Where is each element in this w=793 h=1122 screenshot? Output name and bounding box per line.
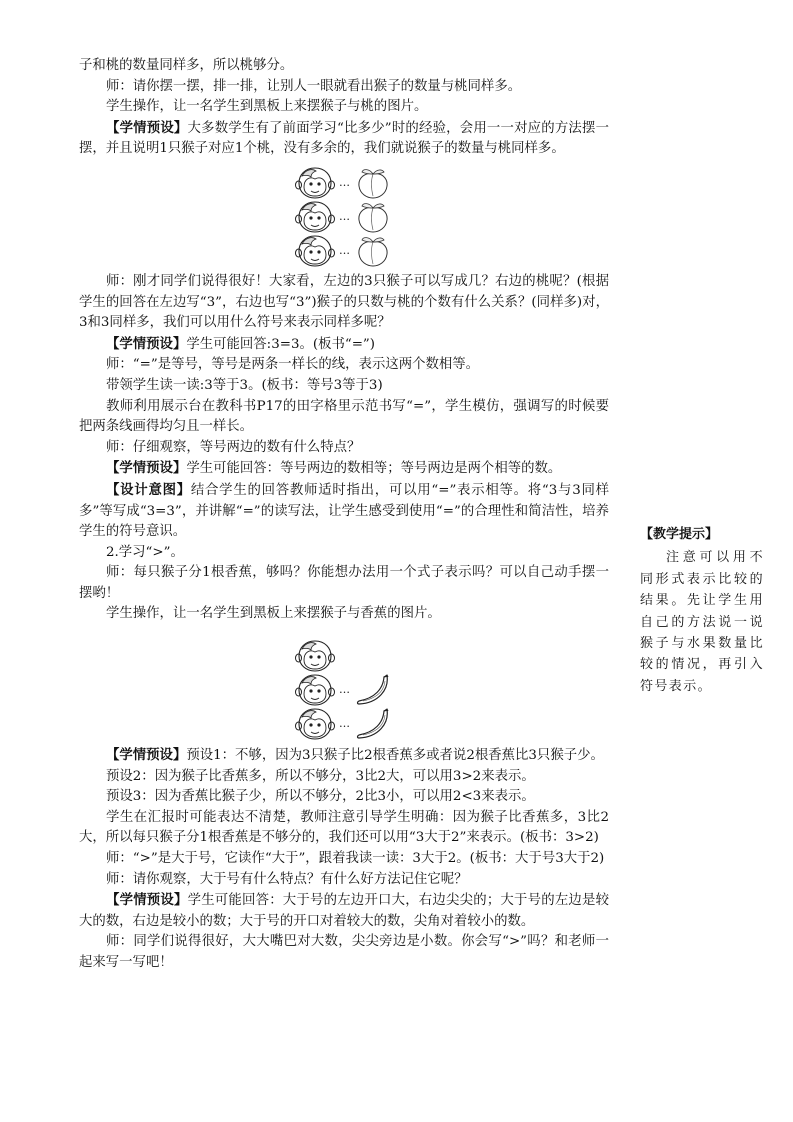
paragraph-text: 师：请你观察，大于号有什么特点？有什么好方法记住它呢？ bbox=[106, 871, 468, 887]
sidebar-title: 【教学提示】 bbox=[640, 527, 719, 542]
paragraph-text: 学生操作，让一名学生到黑板上来摆猴子与桃的图片。 bbox=[106, 99, 428, 115]
paragraph-text: 学生在汇报时可能表达不清楚，教师注意引导学生明确：因为猴子比香蕉多，3比2大，所以每只猴子分1根香蕉是不够分的，我们还可以用“3大于2”来表示。(板书：3>2) bbox=[79, 809, 609, 846]
section-tag: 【学情预设】 bbox=[106, 335, 187, 352]
section-tag: 【学情预设】 bbox=[106, 119, 188, 136]
paragraph bbox=[79, 77, 609, 98]
figure-row bbox=[294, 166, 394, 200]
paragraph bbox=[79, 56, 609, 77]
paragraph-text: 师：仔细观察，等号两边的数有什么特点？ bbox=[106, 439, 361, 455]
paragraph bbox=[79, 438, 609, 459]
banana-icon bbox=[352, 673, 394, 707]
section-tag: 【学情预设】 bbox=[106, 892, 188, 909]
paragraph-text: 师：刚才同学们说得很好！大家看，左边的3只猴子可以写成几？右边的桃呢？(根据学生的回答在左边写“3”，右边也写“3”)猴子的只数与桃的个数有什么关系？(同样多)对，3和3同样多，我们可以用什么符号来表示同样多呢？ bbox=[79, 273, 609, 331]
figure-row bbox=[294, 707, 394, 741]
peach-icon bbox=[352, 234, 394, 268]
paragraph-text: 师：“>”是大于号，它读作“大于”，跟着我读一读：3大于2。(板书：大于号3大于2) bbox=[106, 851, 605, 867]
paragraph bbox=[79, 745, 609, 767]
paragraph-text: 学生可能回答：等号两边的数相等；等号两边是两个相等的数。 bbox=[186, 461, 562, 477]
paragraph-text: 学生可能回答：大于号的左边开口大，右边尖尖的；大于号的左边是较大的数，右边是较小的数；大于号的开口对着较大的数，尖角对着较小的数。 bbox=[79, 893, 610, 929]
paragraph bbox=[79, 890, 609, 932]
paragraph-text: 2.学习“>”。 bbox=[106, 544, 184, 560]
paragraph-text: 师：请你摆一摆，排一排，让别人一眼就看出猴子的数量与桃同样多。 bbox=[106, 78, 522, 94]
paragraph bbox=[79, 563, 609, 604]
paragraph bbox=[79, 808, 609, 849]
paragraph bbox=[79, 97, 609, 118]
paragraph-text: 子和桃的数量同样多，所以桃够分。 bbox=[79, 58, 294, 73]
paragraph bbox=[79, 397, 609, 438]
paragraph bbox=[79, 604, 609, 625]
monkey-icon bbox=[294, 200, 336, 234]
connector-dots: … bbox=[339, 209, 349, 223]
paragraph-text: 预设1：不够，因为3只猴子比2根香蕉多或者说2根香蕉比3只猴子少。 bbox=[186, 748, 604, 764]
figure-row bbox=[294, 639, 394, 673]
monkey-icon bbox=[294, 234, 336, 268]
banana-icon bbox=[352, 707, 394, 741]
paragraph bbox=[79, 849, 609, 870]
paragraph bbox=[79, 376, 609, 397]
teaching-tip-sidebar bbox=[640, 524, 764, 697]
paragraph-text: 大多数学生有了前面学习“比多少”时的经验，会用一一对应的方法摆一摆，并且说明1只猴子对应1个桃，没有多余的，我们就说猴子的数量与桃同样多。 bbox=[79, 120, 610, 157]
paragraph-group-c bbox=[79, 745, 609, 974]
connector-dots: … bbox=[339, 243, 349, 257]
paragraph-text: 教师利用展示台在教科书P17的田字格里示范书写“=”，学生模仿，强调写的时候要把两条线画得均匀且一样长。 bbox=[79, 398, 609, 435]
paragraph-text: 师：同学们说得很好，大大嘴巴对大数，尖尖旁边是小数。你会写“>”吗？和老师一起来写一写吧！ bbox=[79, 934, 609, 970]
connector-dots: … bbox=[339, 682, 349, 696]
paragraph-group-a bbox=[79, 56, 609, 160]
paragraph bbox=[79, 334, 609, 356]
paragraph bbox=[79, 458, 609, 480]
section-tag: 【学情预设】 bbox=[106, 460, 187, 477]
monkey-icon bbox=[294, 707, 336, 741]
section-tag: 【设计意图】 bbox=[106, 481, 191, 498]
monkey-icon bbox=[294, 166, 336, 200]
monkey-banana-figure bbox=[79, 639, 609, 741]
figure-row bbox=[294, 200, 394, 234]
monkey-peach-figure bbox=[79, 166, 609, 268]
paragraph-text: 结合学生的回答教师适时指出，可以用“=”表示相等。将“3与3同样多”等写成“3=3”，并讲解“=”的读写法，让学生感受到使用“=”的合理性和简洁性，培养学生的符号意识。 bbox=[79, 482, 610, 540]
paragraph-group-b bbox=[79, 272, 609, 625]
paragraph-text: 师：每只猴子分1根香蕉，够吗？你能想办法用一个式子表示吗？可以自己动手摆一摆哟！ bbox=[79, 565, 609, 601]
paragraph-text: 预设3：因为香蕉比猴子少，所以不够分，2比3小，可以用2<3来表示。 bbox=[106, 789, 535, 805]
paragraph bbox=[79, 118, 609, 160]
paragraph-text: 带领学生读一读:3等于3。(板书：等号3等于3) bbox=[106, 377, 383, 393]
paragraph-text: 学生操作，让一名学生到黑板上来摆猴子与香蕉的图片。 bbox=[106, 606, 441, 622]
peach-icon bbox=[352, 200, 394, 234]
lesson-body bbox=[79, 56, 609, 974]
figure-row bbox=[294, 673, 394, 707]
section-tag: 【学情预设】 bbox=[106, 747, 187, 764]
paragraph-text: 师：“=”是等号，等号是两条一样长的线，表示这两个数相等。 bbox=[106, 357, 480, 373]
paragraph bbox=[79, 870, 609, 891]
monkey-icon bbox=[294, 673, 336, 707]
paragraph bbox=[79, 480, 609, 543]
figure-row bbox=[294, 234, 394, 268]
connector-dots: … bbox=[339, 175, 349, 189]
paragraph-text: 学生可能回答:3=3。(板书“=”) bbox=[186, 336, 375, 352]
sidebar-body: 注意可以用不同形式表示比较的结果。先让学生用自己的方法说一说猴子与水果数量比较的情况，再引入符号表示。 bbox=[640, 550, 764, 694]
paragraph bbox=[79, 932, 609, 973]
paragraph-text: 预设2：因为猴子比香蕉多，所以不够分，3比2大，可以用3>2来表示。 bbox=[106, 768, 535, 784]
paragraph bbox=[79, 767, 609, 788]
connector-dots: … bbox=[339, 716, 349, 730]
paragraph bbox=[79, 355, 609, 376]
peach-icon bbox=[352, 166, 394, 200]
paragraph bbox=[79, 543, 609, 564]
paragraph bbox=[79, 272, 609, 334]
paragraph bbox=[79, 787, 609, 808]
monkey-icon bbox=[294, 639, 336, 673]
